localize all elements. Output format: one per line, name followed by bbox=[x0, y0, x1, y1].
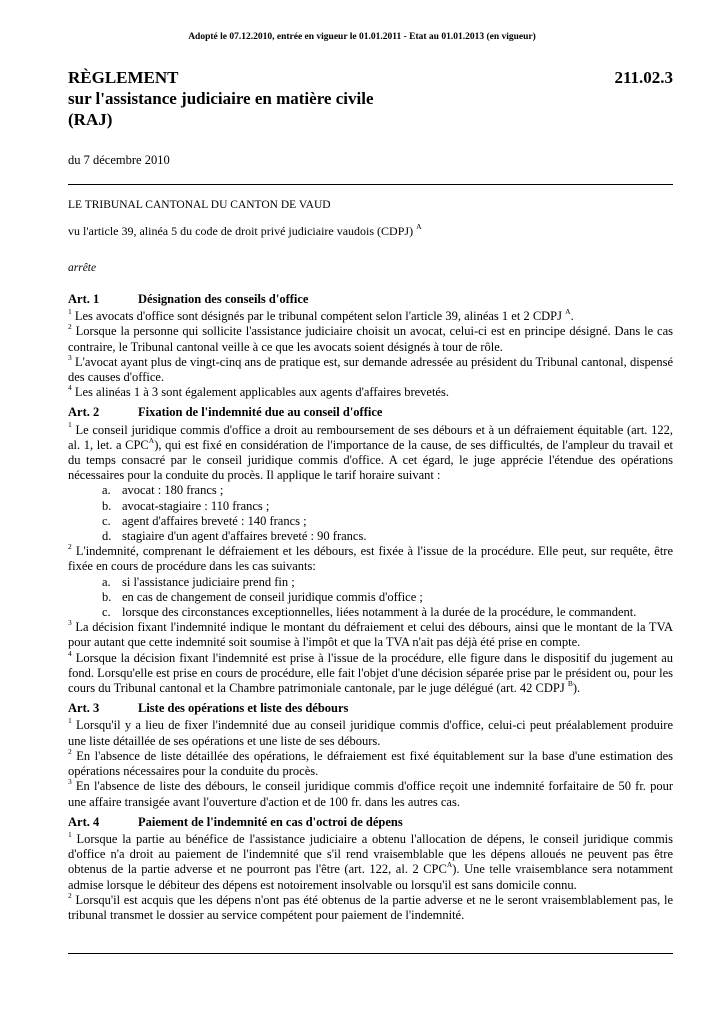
title-block bbox=[68, 67, 673, 130]
footnote-ref: A bbox=[446, 860, 453, 870]
paragraph-text: Lorsque la partie au bénéfice de l'assistance judiciaire a obtenu l'allocation de dépens, le conseil juridique commis d'office n'a droit au paiement de l'indemnité que s'il rend vraisemblable que les dépens alloués ne peuvent pas être obtenus de la partie adverse et ne pourront pas l'être (art. 122, al. 2 CPC bbox=[68, 831, 673, 877]
paragraph-text: En l'absence de liste des débours, le conseil juridique commis d'office reçoit une indemnité forfaitaire de 50 fr. pour une affaire transigée avant l'ouverture d'action et de 100 fr. dans les autres cas. bbox=[68, 779, 673, 809]
paragraph-number: 2 bbox=[68, 322, 72, 332]
paragraph-text-tail: . bbox=[570, 309, 574, 324]
article-paragraph bbox=[68, 746, 673, 779]
preamble-considering bbox=[68, 224, 422, 239]
adoption-status-note: Adopté le 07.12.2010, entrée en vigueur le 01.01.2011 - Etat au 01.01.2013 (en vigueur) bbox=[188, 32, 536, 42]
list-item bbox=[102, 499, 673, 514]
footnote-ref: A bbox=[565, 307, 571, 317]
articles-body bbox=[68, 292, 673, 923]
paragraph-number: 3 bbox=[68, 352, 72, 362]
list-marker: a. bbox=[102, 483, 111, 498]
paragraph-text: L'avocat ayant plus de vingt-cinq ans de pratique est, sur demande adressée au président du Tribunal cantonal, dispensé des causes d'office. bbox=[68, 354, 674, 385]
list-item-text: avocat-stagiaire : 110 francs ; bbox=[122, 498, 270, 513]
paragraph-number: 2 bbox=[68, 746, 72, 756]
paragraph-number: 3 bbox=[68, 618, 72, 628]
article-paragraph bbox=[68, 829, 673, 893]
regulation-date: du 7 décembre 2010 bbox=[68, 153, 170, 167]
footnote-ref: A bbox=[416, 222, 422, 231]
list-item-text: agent d'affaires breveté : 140 francs ; bbox=[122, 513, 307, 528]
paragraph-text: Les avocats d'office sont désignés par le tribunal compétent selon l'article 39, alinéas 1 et 2 CDPJ bbox=[74, 309, 563, 324]
paragraph-text: Lorsque la personne qui sollicite l'assistance judiciaire choisit un avocat, celui-ci est en principe désigné. Dans le cas contraire, le Tribunal cantonal veille à ce que les avocats soient désignés à tour de rôle. bbox=[68, 324, 673, 354]
article-heading bbox=[68, 815, 673, 830]
hourly-rate-list bbox=[68, 483, 673, 544]
list-marker: a. bbox=[102, 574, 111, 589]
paragraph-number: 4 bbox=[68, 648, 72, 658]
rsv-reference-number: 211.02.3 bbox=[614, 68, 673, 87]
paragraph-number: 1 bbox=[68, 829, 72, 839]
list-item bbox=[102, 590, 673, 605]
list-item bbox=[102, 514, 673, 529]
footnote-ref: A bbox=[148, 435, 155, 445]
paragraph-text: Lorsqu'il y a lieu de fixer l'indemnité due au conseil juridique commis d'office, celui-ci peut préalablement produire une liste détaillée de ses opérations et une liste de ses débours. bbox=[68, 718, 674, 748]
preamble-text: vu l'article 39, alinéa 5 du code de droit privé judiciaire vaudois (CDPJ) bbox=[68, 224, 414, 238]
article-number: Art. 1 bbox=[68, 292, 100, 306]
paragraph-text-tail: ), qui est fixé en considération de l'importance de la cause, de ses difficultés, de l'ampleur du travail et du temps consacré par le conseil juridique commis d'office. A cet égard, le juge apprécie l'étendue des opérations nécessaires pour la conduite du procès. Il applique le tarif horaire suivant : bbox=[68, 437, 673, 483]
article-title: Désignation des conseils d'office bbox=[138, 292, 309, 306]
title-abbreviation: (RAJ) bbox=[68, 110, 113, 129]
list-item-text: si l'assistance judiciaire prend fin ; bbox=[122, 574, 295, 589]
article-number: Art. 2 bbox=[68, 405, 100, 420]
paragraph-number: 1 bbox=[68, 420, 72, 430]
article-number: Art. 4 bbox=[68, 814, 100, 829]
list-item-text: stagiaire d'un agent d'affaires breveté : 90 francs. bbox=[122, 529, 367, 544]
paragraph-text: En l'absence de liste détaillée des opérations, le défraiement est fixé équitablement sur la base d'une estimation des opérations nécessaires pour la conduite du procès. bbox=[68, 748, 673, 779]
paragraph-text: L'indemnité, comprenant le défraiement et les débours, est fixée à l'issue de la procédure. Elle peut, sur requête, être fixée en cours de procédure dans les cas suivants: bbox=[68, 544, 673, 574]
paragraph-text: Les alinéas 1 à 3 sont également applicables aux agents d'affaires brevetés. bbox=[74, 385, 449, 400]
list-item bbox=[102, 483, 673, 498]
list-item-text: avocat : 180 francs ; bbox=[122, 483, 224, 498]
article-paragraph bbox=[68, 890, 674, 923]
article-heading bbox=[68, 405, 673, 420]
paragraph-text: La décision fixant l'indemnité indique le montant du défraiement et celui des débours, ainsi que le montant de la TVA pour autant que cette indemnité soit soumise à l'impôt et que la TVA n'ait pas déjà été prise en compte. bbox=[68, 620, 674, 650]
title-reglement: RÈGLEMENT bbox=[68, 68, 179, 87]
article-paragraph bbox=[68, 718, 673, 748]
paragraph-text: Lorsqu'il est acquis que les dépens n'ont pas été obtenus de la partie adverse et ne le seront vraisemblablement pas, le tribunal transmet le dossier au service compétent pour paiement de l'indemnité. bbox=[68, 892, 674, 922]
article-heading bbox=[68, 701, 673, 716]
article-paragraph bbox=[68, 324, 673, 354]
interim-fixation-cases-list bbox=[68, 575, 673, 621]
list-marker: b. bbox=[102, 589, 112, 604]
list-item-text: lorsque des circonstances exceptionnelles, liées notamment à la durée de la procédure, le commandent. bbox=[122, 605, 637, 620]
paragraph-text: Lorsque la décision fixant l'indemnité est prise à l'issue de la procédure, elle figure dans le dispositif du jugement au fond. Lorsqu'elle est prise en cours de procédure, elle fait l'objet d'une décision séparée prise par le président ou, pour les cours du Tribunal cantonal et la Chambre patrimoniale cantonale, par le juge délégué (art. 42 CDPJ bbox=[68, 650, 674, 696]
article-paragraph bbox=[68, 544, 673, 574]
article-paragraph bbox=[68, 779, 673, 809]
article-paragraph bbox=[68, 648, 674, 697]
list-marker: b. bbox=[102, 498, 112, 513]
list-marker: c. bbox=[102, 513, 111, 528]
paragraph-number: 4 bbox=[68, 383, 72, 393]
paragraph-number: 2 bbox=[68, 542, 72, 552]
paragraph-number: 1 bbox=[68, 307, 72, 317]
issuing-authority: LE TRIBUNAL CANTONAL DU CANTON DE VAUD bbox=[68, 199, 331, 211]
paragraph-number: 2 bbox=[68, 890, 72, 900]
article-title: Liste des opérations et liste des débours bbox=[138, 701, 349, 716]
list-item-text: en cas de changement de conseil juridique commis d'office ; bbox=[122, 589, 423, 604]
list-marker: d. bbox=[102, 529, 112, 544]
title-subject: sur l'assistance judiciaire en matière civile bbox=[68, 89, 374, 108]
paragraph-number: 1 bbox=[68, 716, 72, 726]
list-item bbox=[102, 529, 673, 544]
article-title: Paiement de l'indemnité en cas d'octroi de dépens bbox=[138, 814, 403, 829]
article-paragraph bbox=[68, 385, 673, 400]
paragraph-text-tail: ). Une telle vraisemblance sera notamment admise lorsque le débiteur des dépens est notoirement insolvable ou lorsqu'il est sans domicile connu. bbox=[68, 862, 673, 892]
article-paragraph bbox=[68, 352, 674, 385]
article-paragraph bbox=[68, 420, 673, 484]
footnote-ref: B bbox=[567, 678, 573, 688]
enacting-word: arrête bbox=[68, 262, 97, 274]
list-marker: c. bbox=[102, 605, 111, 620]
list-item bbox=[102, 575, 673, 590]
article-paragraph bbox=[68, 309, 673, 324]
article-paragraph bbox=[68, 620, 673, 650]
footer-divider bbox=[68, 953, 673, 954]
list-item bbox=[102, 605, 673, 620]
article-number: Art. 3 bbox=[68, 701, 100, 716]
article-title: Fixation de l'indemnité due au conseil d'office bbox=[138, 405, 383, 420]
paragraph-text-tail: ). bbox=[572, 681, 581, 696]
article-heading bbox=[68, 292, 673, 307]
header-divider bbox=[68, 184, 673, 185]
paragraph-number: 3 bbox=[68, 777, 72, 787]
paragraph-text: Le conseil juridique commis d'office a droit au remboursement de ses débours et à un défraiement équitable (art. 122, al. 1, let. a CPC bbox=[68, 422, 673, 452]
